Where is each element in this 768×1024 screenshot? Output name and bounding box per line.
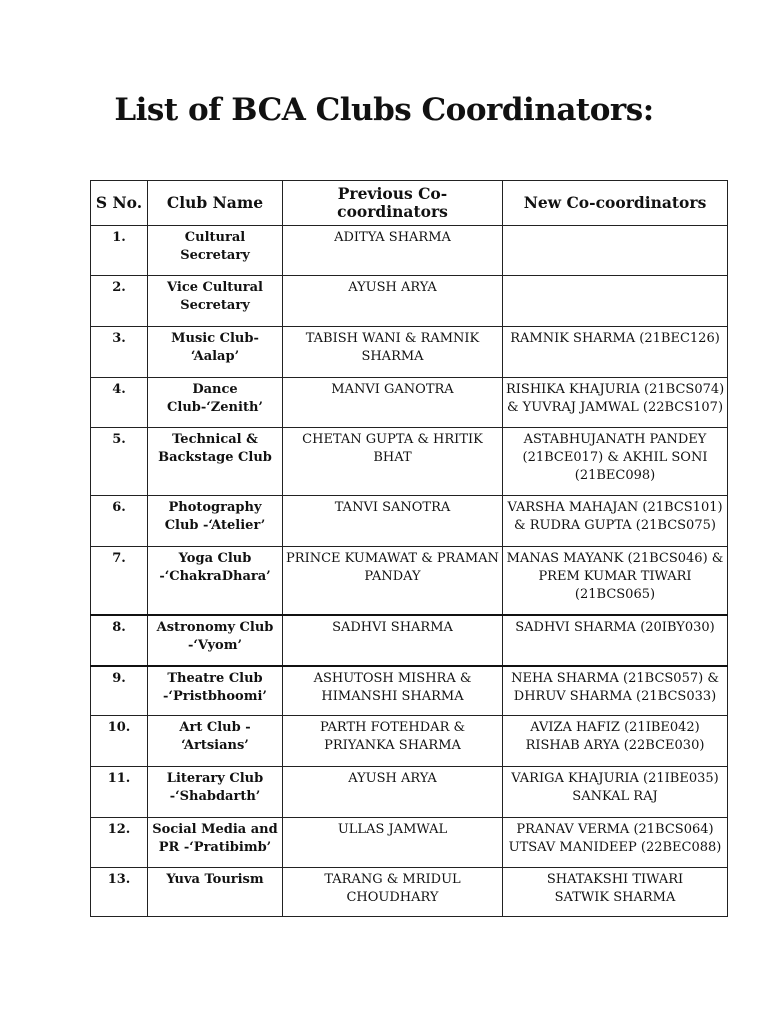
serial-number-cell: 6. bbox=[91, 496, 148, 547]
cell-line: & RUDRA GUPTA (21BCS075) bbox=[514, 518, 716, 533]
coordinators-table bbox=[90, 180, 728, 917]
previous-coordinators-cell bbox=[283, 767, 503, 818]
cell-line: UTSAV MANIDEEP (22BEC088) bbox=[508, 840, 722, 855]
cell-line: MANAS MAYANK (21BCS046) & bbox=[506, 551, 724, 566]
cell-line: VARSHA MAHAJAN (21BCS101) bbox=[507, 500, 723, 515]
previous-coordinators-cell bbox=[283, 496, 503, 547]
new-coordinators-cell bbox=[503, 276, 728, 327]
cell-line: Astronomy Club bbox=[156, 619, 274, 635]
cell-line: Social Media and bbox=[152, 822, 278, 837]
cell-line: ULLAS JAMWAL bbox=[337, 822, 448, 837]
serial-number-cell: 7. bbox=[91, 547, 148, 615]
cell-line: DHRUV SHARMA (21BCS033) bbox=[513, 688, 717, 704]
cell-line: PRANAV VERMA (21BCS064) bbox=[516, 822, 714, 837]
serial-number-cell: 3. bbox=[91, 327, 148, 378]
serial-number-cell: 4. bbox=[91, 378, 148, 428]
cell-line: Theatre Club bbox=[167, 670, 263, 686]
table-row bbox=[91, 547, 728, 615]
serial-number-cell: 2. bbox=[91, 276, 148, 327]
club-name-cell bbox=[148, 226, 283, 276]
new-coordinators-cell bbox=[503, 868, 728, 917]
club-name-cell bbox=[148, 767, 283, 818]
previous-coordinators-cell bbox=[283, 428, 503, 496]
cell-line: Vice Cultural bbox=[167, 280, 263, 295]
cell-line: SHATAKSHI TIWARI bbox=[546, 872, 684, 887]
cell-line: -‘ChakraDhara’ bbox=[159, 569, 271, 584]
table-row bbox=[91, 226, 728, 276]
page-title: List of BCA Clubs Coordinators: bbox=[114, 92, 654, 128]
table-row bbox=[91, 767, 728, 818]
cell-line: Club -‘Atelier’ bbox=[164, 518, 266, 533]
previous-coordinators-cell bbox=[283, 327, 503, 378]
new-coordinators-cell bbox=[503, 428, 728, 496]
cell-line: NEHA SHARMA (21BCS057) & bbox=[511, 670, 719, 686]
serial-number-cell: 12. bbox=[91, 818, 148, 868]
cell-line: PARTH FOTEHDAR & bbox=[319, 720, 466, 735]
cell-line: VARIGA KHAJURIA (21IBE035) bbox=[511, 771, 719, 786]
cell-line: ASTABHUJANATH PANDEY bbox=[523, 432, 707, 447]
cell-line: Club-‘Zenith’ bbox=[167, 400, 263, 415]
cell-line: CHETAN GUPTA & HRITIK bbox=[302, 432, 483, 447]
table-row bbox=[91, 276, 728, 327]
cell-line: TABISH WANI & RAMNIK bbox=[305, 331, 480, 346]
cell-line: AYUSH ARYA bbox=[348, 280, 437, 295]
table-row bbox=[91, 428, 728, 496]
cell-line: Secretary bbox=[180, 248, 250, 263]
cell-line: (21BEC098) bbox=[574, 468, 656, 483]
club-name-cell bbox=[148, 716, 283, 767]
cell-line: TANVI SANOTRA bbox=[334, 500, 451, 515]
cell-line: Literary Club bbox=[166, 771, 264, 786]
cell-line: RISHAB ARYA (22BCE030) bbox=[525, 738, 705, 753]
new-coordinators-cell bbox=[503, 818, 728, 868]
club-name-cell bbox=[148, 868, 283, 917]
cell-line: PR -‘Pratibimb’ bbox=[158, 840, 272, 855]
serial-number-cell: 11. bbox=[91, 767, 148, 818]
table-row bbox=[91, 496, 728, 547]
club-name-cell bbox=[148, 496, 283, 547]
cell-line: ASHUTOSH MISHRA & bbox=[313, 670, 472, 686]
header-sno: S No. bbox=[91, 181, 148, 226]
previous-coordinators-cell bbox=[283, 615, 503, 666]
cell-line: -‘Pristbhoomi’ bbox=[163, 688, 267, 704]
cell-line: PRIYANKA SHARMA bbox=[324, 738, 461, 753]
new-coordinators-cell bbox=[503, 327, 728, 378]
club-name-cell bbox=[148, 818, 283, 868]
cell-line: Secretary bbox=[180, 298, 250, 313]
table-row bbox=[91, 378, 728, 428]
new-coordinators-cell bbox=[503, 547, 728, 615]
new-coordinators-cell bbox=[503, 666, 728, 716]
cell-line: MANVI GANOTRA bbox=[331, 382, 454, 397]
new-coordinators-cell bbox=[503, 496, 728, 547]
serial-number-cell: 1. bbox=[91, 226, 148, 276]
cell-line: PRINCE KUMAWAT & PRAMAN bbox=[286, 551, 499, 566]
serial-number-cell: 10. bbox=[91, 716, 148, 767]
cell-line: SANKAL RAJ bbox=[572, 789, 658, 804]
cell-line: (21BCE017) & AKHIL SONI bbox=[522, 450, 708, 465]
cell-line: Cultural bbox=[184, 230, 246, 245]
club-name-cell bbox=[148, 428, 283, 496]
cell-line: Technical & bbox=[172, 432, 258, 447]
cell-line: HIMANSHI SHARMA bbox=[321, 688, 464, 704]
table-header-row bbox=[91, 181, 728, 226]
previous-coordinators-cell bbox=[283, 547, 503, 615]
serial-number-cell: 8. bbox=[91, 615, 148, 666]
table-row bbox=[91, 327, 728, 378]
club-name-cell bbox=[148, 276, 283, 327]
table-row bbox=[91, 666, 728, 716]
previous-coordinators-cell bbox=[283, 716, 503, 767]
cell-line: SADHVI SHARMA bbox=[332, 619, 453, 635]
table-row bbox=[91, 716, 728, 767]
cell-line: Yuva Tourism bbox=[166, 872, 264, 887]
previous-coordinators-cell bbox=[283, 378, 503, 428]
cell-line: Dance bbox=[192, 382, 238, 397]
serial-number-cell: 5. bbox=[91, 428, 148, 496]
previous-coordinators-cell bbox=[283, 666, 503, 716]
header-club-name: Club Name bbox=[148, 181, 283, 226]
new-coordinators-cell bbox=[503, 767, 728, 818]
cell-line: TARANG & MRIDUL bbox=[324, 872, 461, 887]
cell-line: -‘Shabdarth’ bbox=[169, 789, 261, 804]
previous-coordinators-cell bbox=[283, 226, 503, 276]
cell-line: BHAT bbox=[373, 450, 412, 465]
cell-line: Music Club- bbox=[171, 331, 259, 346]
cell-line: SATWIK SHARMA bbox=[554, 890, 676, 905]
cell-line: CHOUDHARY bbox=[346, 890, 439, 905]
previous-coordinators-cell bbox=[283, 276, 503, 327]
cell-line: (21BCS065) bbox=[574, 587, 656, 602]
cell-line: Photography bbox=[168, 500, 262, 515]
new-coordinators-cell bbox=[503, 378, 728, 428]
cell-line: -‘Vyom’ bbox=[188, 637, 242, 653]
header-previous-coordinators: Previous Co-coordinators bbox=[283, 181, 503, 226]
table-row bbox=[91, 615, 728, 666]
club-name-cell bbox=[148, 327, 283, 378]
club-name-cell bbox=[148, 378, 283, 428]
table-row bbox=[91, 868, 728, 917]
cell-line: Yoga Club bbox=[178, 551, 252, 566]
cell-line: ADITYA SHARMA bbox=[334, 230, 451, 245]
cell-line: SADHVI SHARMA (20IBY030) bbox=[515, 619, 715, 635]
club-name-cell bbox=[148, 615, 283, 666]
serial-number-cell: 13. bbox=[91, 868, 148, 917]
previous-coordinators-cell bbox=[283, 818, 503, 868]
cell-line: & YUVRAJ JAMWAL (22BCS107) bbox=[506, 400, 724, 415]
serial-number-cell: 9. bbox=[91, 666, 148, 716]
new-coordinators-cell bbox=[503, 716, 728, 767]
header-new-coordinators: New Co-coordinators bbox=[503, 181, 728, 226]
club-name-cell bbox=[148, 547, 283, 615]
cell-line: Art Club - bbox=[179, 720, 251, 735]
new-coordinators-cell bbox=[503, 226, 728, 276]
new-coordinators-cell bbox=[503, 615, 728, 666]
cell-line: RISHIKA KHAJURIA (21BCS074) bbox=[506, 382, 725, 397]
table-row bbox=[91, 818, 728, 868]
club-name-cell bbox=[148, 666, 283, 716]
cell-line: ‘Artsians’ bbox=[181, 738, 249, 753]
cell-line: AVIZA HAFIZ (21IBE042) bbox=[530, 720, 700, 735]
previous-coordinators-cell bbox=[283, 868, 503, 917]
cell-line: Backstage Club bbox=[158, 450, 272, 465]
cell-line: PANDAY bbox=[364, 569, 421, 584]
cell-line: ‘Aalap’ bbox=[190, 349, 240, 364]
cell-line: SHARMA bbox=[361, 349, 424, 364]
cell-line: AYUSH ARYA bbox=[348, 771, 437, 786]
cell-line: RAMNIK SHARMA (21BEC126) bbox=[510, 331, 720, 346]
cell-line: PREM KUMAR TIWARI bbox=[538, 569, 692, 584]
